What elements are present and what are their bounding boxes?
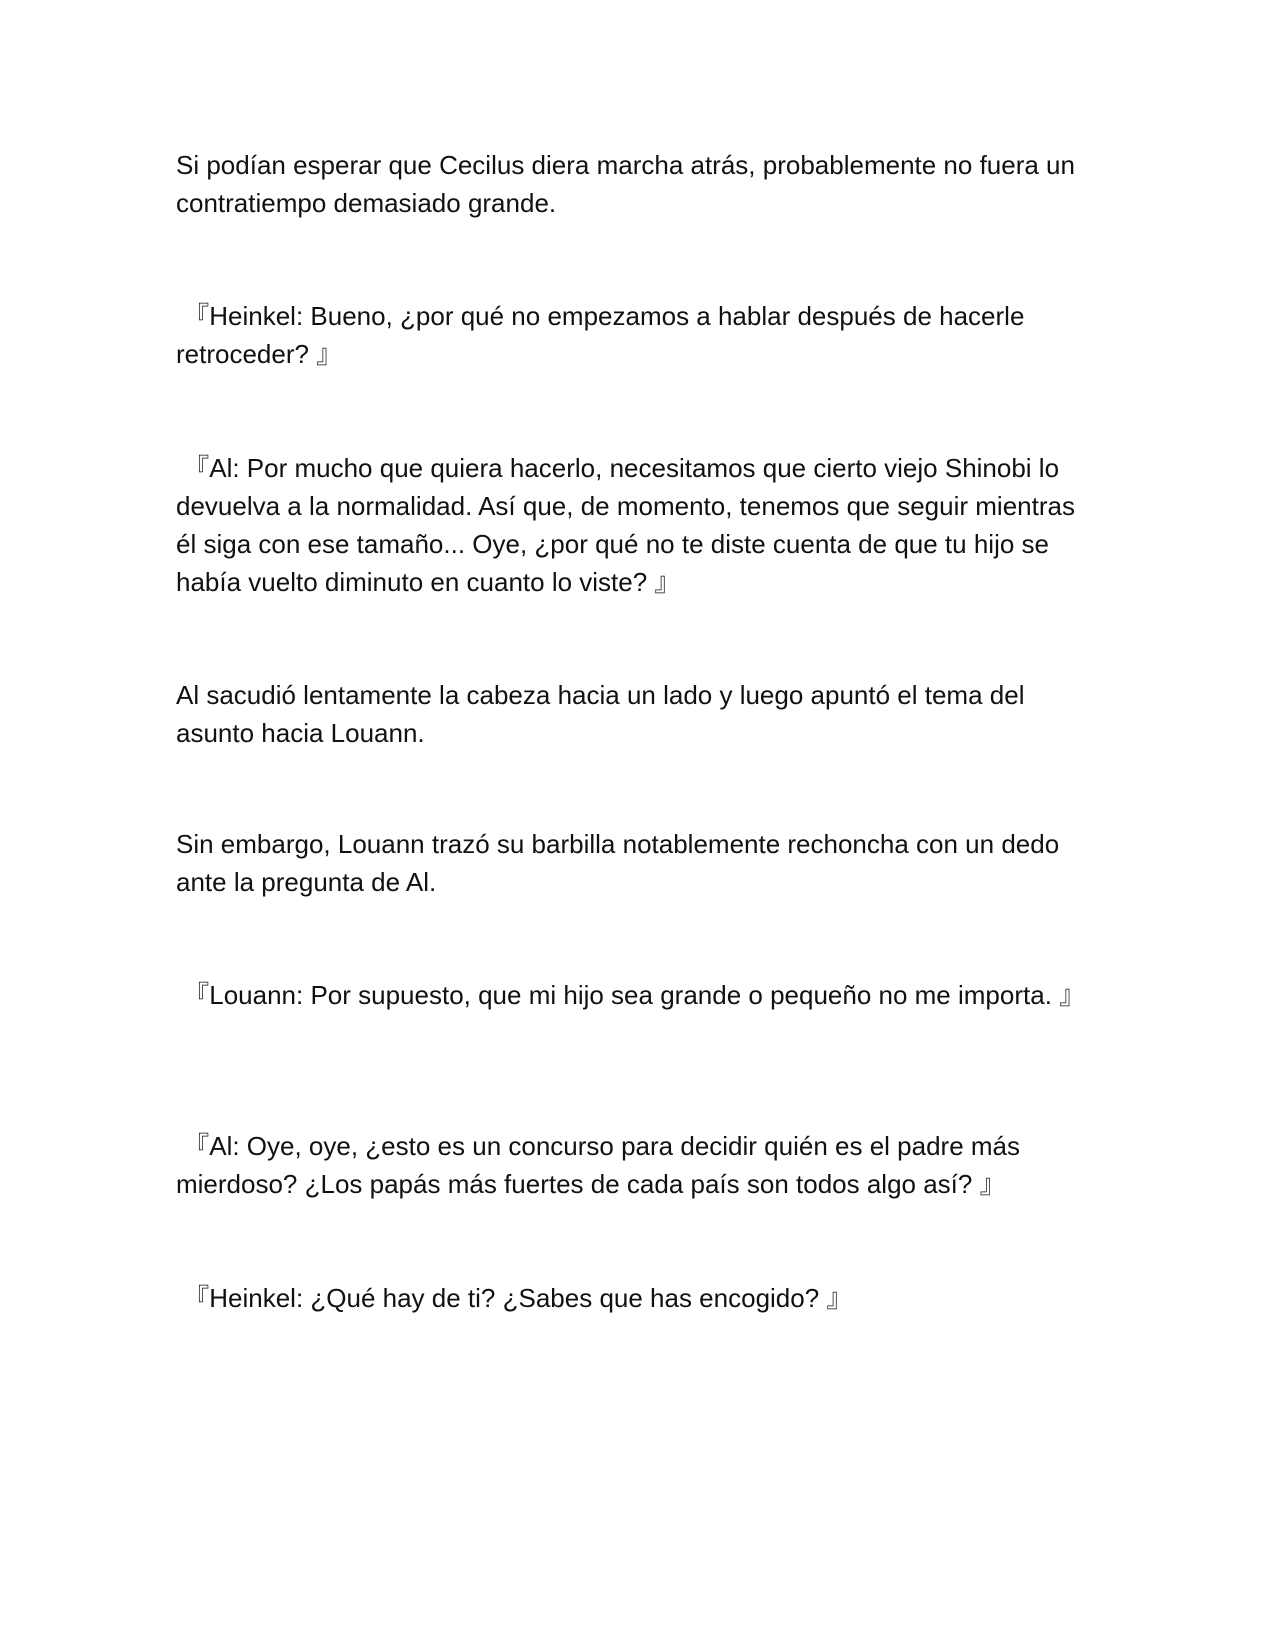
narration-paragraph: Sin embargo, Louann trazó su barbilla notablemente rechoncha con un dedo ante la pregunta de Al. <box>176 829 1067 897</box>
dialogue-heinkel-paragraph: 『Heinkel: ¿Qué hay de ti? ¿Sabes que has encogido? 』 <box>176 1283 853 1313</box>
narration-paragraph: Al sacudió lentamente la cabeza hacia un lado y luego apuntó el tema del asunto hacia Louann. <box>176 680 1032 748</box>
dialogue-al-paragraph: 『Al: Oye, oye, ¿esto es un concurso para decidir quién es el padre más mierdoso? ¿Los papás más fuertes de cada país son todos algo así? 』 <box>176 1131 1028 1199</box>
dialogue-louann-paragraph: 『Louann: Por supuesto, que mi hijo sea grande o pequeño no me importa. 』 <box>176 980 1086 1010</box>
dialogue-al-paragraph: 『Al: Por mucho que quiera hacerlo, necesitamos que cierto viejo Shinobi lo devuelva a la normalidad. Así que, de momento, tenemos que seguir mientras él siga con ese tamaño... Oye, ¿por qué no te diste cuenta de que tu hijo se había vuelto diminuto en cuanto lo viste? 』 <box>176 453 1083 597</box>
dialogue-heinkel-paragraph: 『Heinkel: Bueno, ¿por qué no empezamos a hablar después de hacerle retroceder? 』 <box>176 301 1032 369</box>
narration-paragraph: Si podían esperar que Cecilus diera marcha atrás, probablemente no fuera un contratiempo demasiado grande. <box>176 150 1083 218</box>
